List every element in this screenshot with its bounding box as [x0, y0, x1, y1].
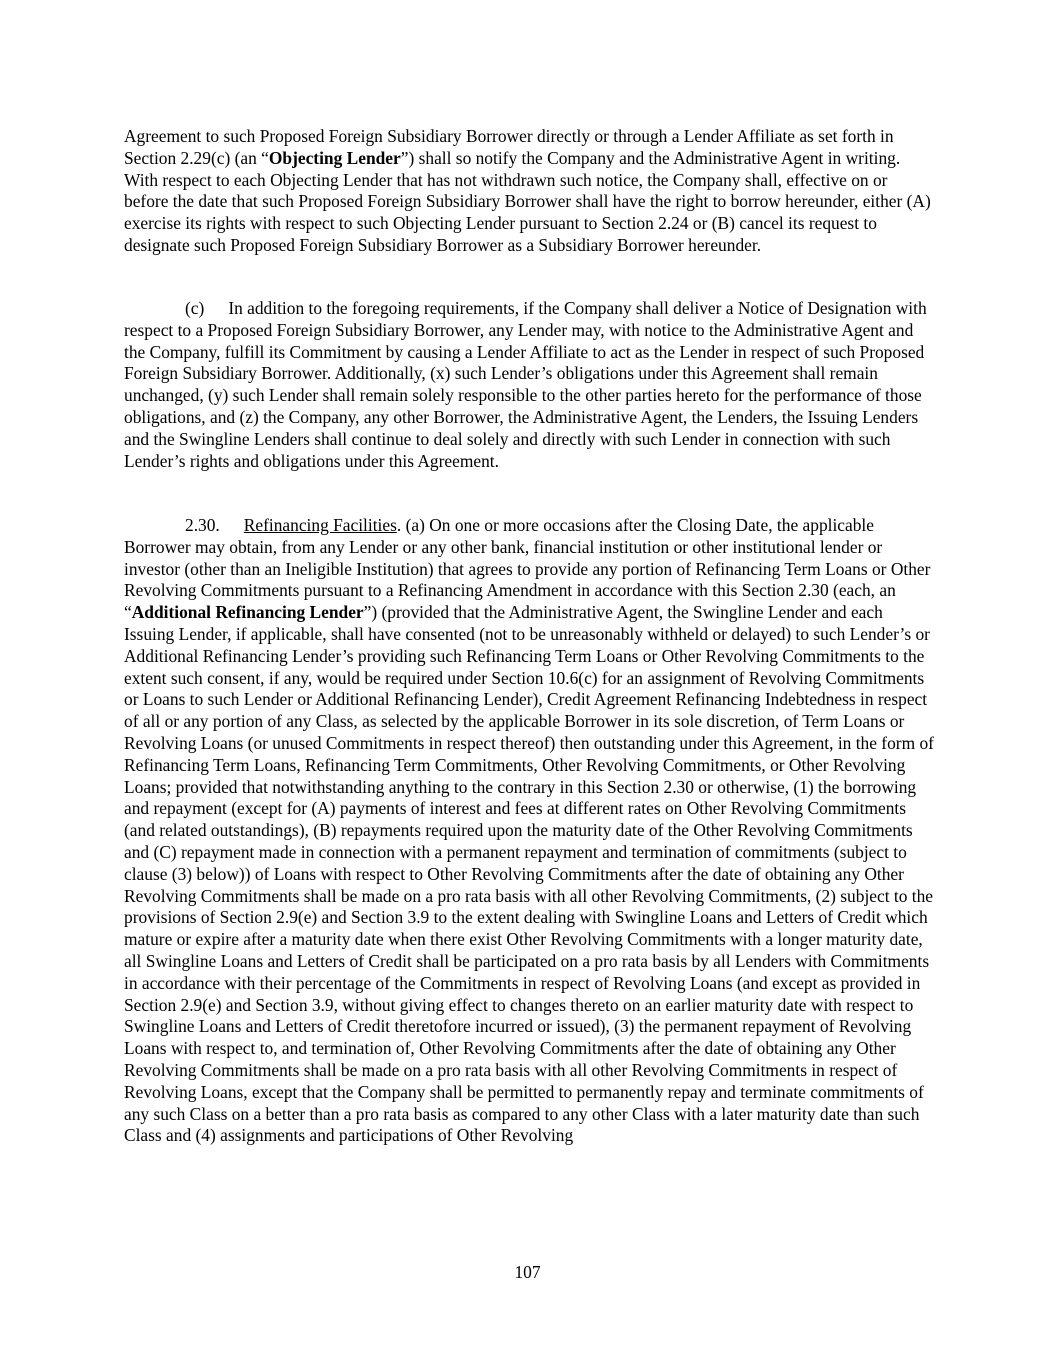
defined-term-objecting-lender: Objecting Lender — [268, 147, 401, 168]
paragraph-text: Agreement to such Proposed Foreign Subsidiary Borrower directly or through a Lender Affiliate as set forth in Section 2.29(c) (an “ — [124, 126, 894, 168]
paragraph-text: In addition to the foregoing requirements, if the Company shall deliver a Notice of Designation with respect to a Proposed Foreign Subsidiary Borrower, any Lender may, with notice to the Administrative Agent and the Company, fulfill its Commitment by causing a Lender Affiliate to act as the Lender in respect of such Proposed Foreign Subsidiary Borrower. Additionally, (x) such Lender’s obligations under this Agreement shall remain unchanged, (y) such Lender shall remain solely responsible to the other parties hereto for the performance of those obligations, and (z) the Company, any other Borrower, the Administrative Agent, the Lenders, the Issuing Lenders and the Swingline Lenders shall continue to deal solely and directly with such Lender in connection with such Lender’s rights and obligations under this Agreement. — [124, 298, 927, 471]
paragraph-lender-affiliate — [124, 298, 936, 472]
paragraph-text: . (a) On one or more occasions after the Closing Date, the applicable Borrower may obtain, from any Lender or any other bank, financial institution or other institutional lender or investor (other than an Ineligible Institution) that agrees to provide any portion of Refinancing Term Loans or Other Revolving Commitments pursuant to a Refinancing Amendment in accordance with this Section 2.30 (each, an “ — [124, 515, 931, 623]
paragraph-text: ”) shall so notify the Company and the Administrative Agent in writing. With respect to each Objecting Lender that has not withdrawn such notice, the Company shall, effective on or before the date that such Proposed Foreign Subsidiary Borrower shall have the right to borrow hereunder, either (A) exercise its rights with respect to such Objecting Lender pursuant to Section 2.24 or (B) cancel its request to designate such Proposed Foreign Subsidiary Borrower as a Subsidiary Borrower hereunder. — [124, 147, 931, 255]
defined-term-additional-refinancing-lender: Additional Refinancing Lender — [131, 602, 364, 623]
paragraph-text: ”) (provided that the Administrative Agent, the Swingline Lender and each Issuing Lender, if applicable, shall have consented (not to be unreasonably withheld or delayed) to such Lender’s or Additional Refinancing Lender’s providing such Refinancing Term Loans or Other Revolving Commitments to the extent such consent, if any, would be required under Section 10.6(c) for an assignment of Revolving Commitments or Loans to such Lender or Additional Refinancing Lender), Credit Agreement Refinancing Indebtedness in respect of all or any portion of any Class, as selected by the applicable Borrower in its sole discretion, of Term Loans or Revolving Loans (or unused Commitments in respect thereof) then outstanding under this Agreement, in the form of Refinancing Term Loans, Refinancing Term Commitments, Other Revolving Commitments, or Other Revolving Loans; provided that notwithstanding anything to the contrary in this Section 2.30 or otherwise, (1) the borrowing and repayment (except for (A) payments of interest and fees at different rates on Other Revolving Commitments (and related outstandings), (B) repayments required upon the maturity date of the Other Revolving Commitments and (C) repayment made in connection with a permanent repayment and termination of commitments (subject to clause (3) below)) of Loans with respect to Other Revolving Commitments after the date of obtaining any Other Revolving Commitments shall be made on a pro rata basis with all other Revolving Commitments, (2) subject to the provisions of Section 2.9(e) and Section 3.9 to the extent dealing with Swingline Loans and Letters of Credit which mature or expire after a maturity date when there exist Other Revolving Commitments with a longer maturity date, all Swingline Loans and Letters of Credit shall be participated on a pro rata basis by all Lenders with Commitments in accordance with their percentage of the Commitments in respect of Revolving Loans (and except as provided in Section 2.9(e) and Section 3.9, without giving effect to changes thereto on an earlier maturity date with respect to Swingline Loans and Letters of Credit theretofore incurred or issued), (3) the permanent repayment of Revolving Loans with respect to, and termination of, Other Revolving Commitments after the date of obtaining any Other Revolving Commitments shall be made on a pro rata basis with all other Revolving Commitments in respect of Revolving Loans, except that the Company shall be permitted to permanently repay and terminate commitments of any such Class on a better than a pro rata basis as compared to any other Class with a later maturity date than such Class and (4) assignments and participations of Other Revolving — [124, 602, 934, 1146]
paragraph-objecting-lender — [124, 126, 936, 257]
page-number: 107 — [514, 1262, 541, 1282]
clause-label: (c) — [185, 298, 205, 318]
section-heading: Refinancing Facilities — [243, 515, 397, 535]
section-number: 2.30. — [185, 515, 220, 535]
section-2-30-refinancing-facilities — [124, 515, 936, 1147]
